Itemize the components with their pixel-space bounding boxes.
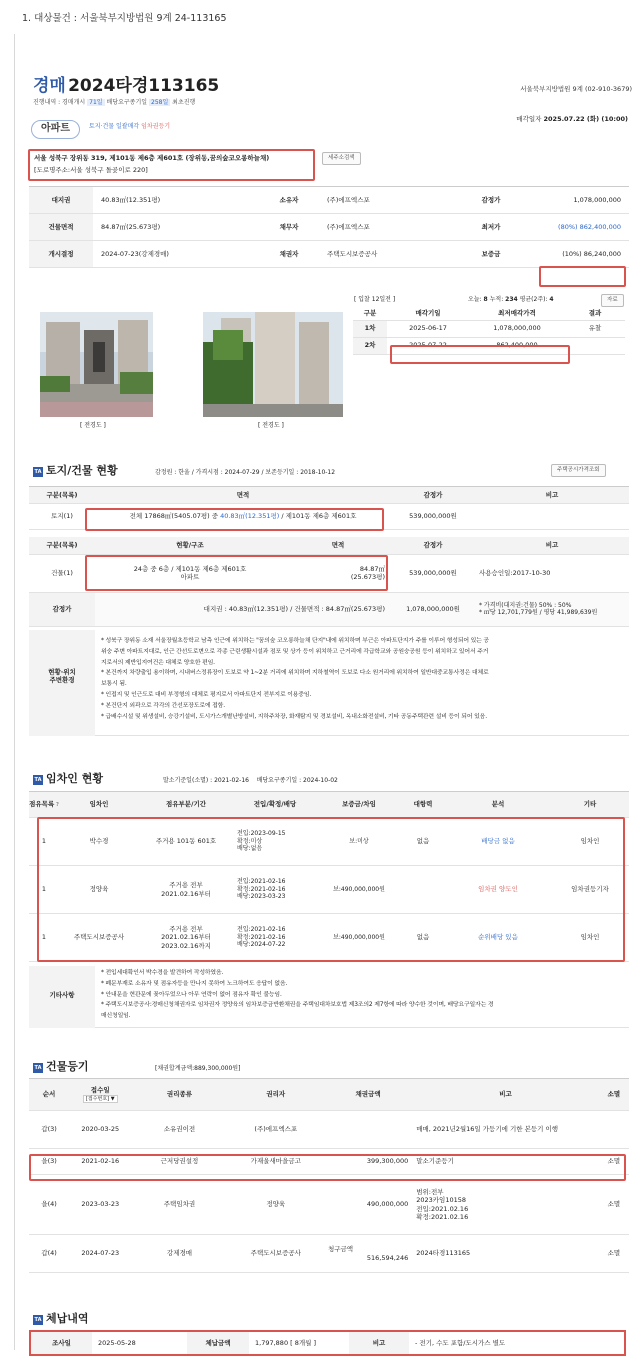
summary-value: 40.83㎡(12.351평): [93, 187, 257, 214]
rounds-header: 결과: [565, 307, 625, 320]
land-header: 면적: [95, 487, 391, 504]
tenant-header: 대항력: [401, 792, 445, 818]
registry-seq: 을(4): [29, 1175, 69, 1235]
registry-holder: 정양육: [228, 1175, 324, 1235]
environment-block: [29, 630, 629, 736]
total-label: 누적:: [487, 296, 506, 303]
round-row: [353, 320, 625, 337]
tenant-header: 임차인: [59, 792, 139, 818]
tenant-date-line: 배당:없음: [237, 845, 263, 853]
map-search-button[interactable]: 세주소검색: [322, 152, 361, 165]
auction-report: [14, 34, 632, 1350]
environment-line: * 본건단지 외곽으로 각각의 간선포장도로에 접함.: [101, 702, 225, 709]
registry-amount-label: 청구금액: [327, 1245, 354, 1254]
registry-subtitle: [채권합계금액:889,300,000원]: [155, 1065, 241, 1072]
data-button[interactable]: 자료: [601, 294, 624, 307]
tenant-header: 점유부분/기간: [139, 792, 233, 818]
avg-label: 평균(2주):: [517, 296, 550, 303]
registry-date: 2024-07-23: [69, 1235, 131, 1273]
registry-date: 2021-02-16: [69, 1149, 131, 1175]
registry-kind: 주택임차권: [131, 1175, 227, 1235]
registry-row: [29, 1235, 629, 1273]
land-header: 구분(목록): [29, 487, 95, 504]
environment-line: * 급배수시설 및 위생설비, 승강기설비, 도시가스개별난방설비, 지하주차장, 화재탐지 및 경보설비, 옥내소화전설비, 기타 공동주택관련 설비 등이 되어 있음.: [101, 713, 487, 720]
registry-expire: 소멸: [599, 1149, 629, 1175]
appraisal-notes: [475, 592, 629, 626]
tenant-header: 분석: [445, 792, 551, 818]
address-box: [28, 149, 315, 181]
tenant-header: 전입/확정/배당: [233, 792, 317, 818]
summary-label: 건물면적: [29, 214, 93, 241]
tenant-analysis: 임차권 양도인: [445, 866, 551, 914]
tenant-date-line: 배당:2023-03-23: [237, 893, 286, 901]
summary-value: (10%) 86,240,000: [521, 241, 629, 268]
building-header: 비고: [475, 537, 629, 554]
view-stats: [468, 296, 554, 304]
building-price: 539,000,000원: [391, 554, 475, 592]
page-title: 1. 대상물건 : 서울북부지방법원 9계 24-113165: [22, 13, 227, 24]
registry-amount: [324, 1111, 412, 1149]
environment-line: 위숭 주변 아파트지대로, 인근 간선도로변으로 각종 근린생활시설과 점포 및 상가 등이 위치하고 근거리에 각급학교와 공원숭공원 등이 위치하고 있어서 주거: [101, 648, 489, 655]
tenant-etc: 임차권등기자: [551, 866, 629, 914]
tenant-other-line: * 안내문을 현관문에 꽂아두었으나 아무 연락이 없어 점유자 확인 불능임.: [101, 991, 282, 998]
environment-line: 보통시 됨.: [101, 681, 127, 688]
sale-date-value: 2025.07.22 (화) (10:00): [543, 115, 628, 123]
tenant-no: 1: [29, 818, 59, 866]
land-price: 539,000,000원: [391, 504, 475, 530]
registry-note-line: 확정:2021.02.16: [416, 1212, 469, 1221]
case-prefix: 경매: [33, 76, 66, 96]
summary-label: 감정가: [461, 187, 521, 214]
environment-line: * 성북구 장위동 소재 서울장월초등학교 남측 인근에 위치하는 "꿈의숲 코오롱하늘채 단지"내에 위치하며 부근은 아파트단지가 주를 이루어 형성되어 있는 공: [101, 638, 489, 644]
building-area-2: (25.673평): [350, 573, 385, 581]
building-highlight: [85, 555, 388, 591]
registry-row: [29, 1111, 629, 1149]
tenant-part-line: 2023.02.16까지: [161, 941, 211, 950]
building-kind: 건물(1): [29, 554, 95, 592]
total-count: 234: [505, 296, 518, 303]
tenant-part-line: 2021.02.16부터: [161, 889, 211, 898]
summary-label: 보증금: [461, 241, 521, 268]
road-address: [도로명주소:서울 성북구 돌곶이로 220]: [34, 166, 148, 175]
arrears-date: 2025-05-28: [92, 1331, 187, 1355]
arrears-section-title: [33, 1312, 89, 1326]
exterior-photo-2: [203, 312, 343, 417]
registry-header: 순서: [29, 1079, 69, 1111]
summary-table: [29, 186, 629, 268]
sale-date-label: 매각일자: [516, 115, 542, 123]
round-result: [565, 337, 625, 354]
env-label-2: 주변환경: [49, 676, 75, 685]
environment-text: [101, 636, 625, 722]
appraisal-label: 감정가: [29, 592, 95, 626]
building-note: 사용승인일:2017-10-30: [475, 554, 629, 592]
tenant-analysis: 순위배당 있음: [445, 914, 551, 962]
tenant-other-line: * 전입세대확인서 박수경을 발견하여 작성하였음.: [101, 970, 224, 976]
land-kind: 토지(1): [29, 504, 95, 530]
registry-header: 채권금액: [324, 1079, 412, 1111]
tenant-date-line: 전입:2021-02-16: [237, 926, 286, 934]
help-icon: ?: [54, 802, 59, 809]
min-price: 862,400,000: [579, 222, 621, 231]
registry-seq: 갑(4): [29, 1235, 69, 1273]
tenant-analysis: 배당금 없음: [445, 818, 551, 866]
registry-note-line: 범위:전부: [416, 1188, 444, 1197]
summary-value: 84.87㎡(25.673평): [93, 214, 257, 241]
round-price: 1,078,000,000: [469, 320, 565, 337]
arrears-title: 체납내역: [46, 1312, 89, 1325]
arrears-table: [29, 1330, 626, 1356]
tenant-header: 보증금/차임: [317, 792, 401, 818]
tenant-header: 점유목록 ?: [29, 792, 59, 818]
land-area-pre: 전체 17868㎡(5405.07평) 중: [129, 512, 221, 521]
env-label-1: 현황·위치: [48, 668, 76, 676]
min-price-pct: (80%): [558, 222, 580, 231]
tenant-part-line: 주거용 전부: [169, 881, 203, 890]
tag-bulk-sale: 토지·건물 일괄매각: [89, 123, 140, 130]
summary-row: [29, 214, 629, 241]
building-header: 감정가: [391, 537, 475, 554]
registry-note-line: 2023카임10158: [416, 1196, 467, 1205]
land-area-post: / 제101동 제6층 제601호: [279, 512, 357, 521]
sale-date: [516, 115, 628, 123]
case-title: [33, 76, 219, 97]
registry-highlight: [29, 1154, 626, 1181]
registry-amount-value: 516,594,246: [366, 1253, 409, 1262]
avg-count: 4: [549, 296, 554, 303]
environment-line: * 본건까지 차량출입 용이하며, 시내버스정류장이 도보로 약 1~2분 거리에 위치하며 지하철역이 도보로 다소 원거리에 위치하여 일반대중교통사정은 대체로: [101, 670, 489, 677]
land-building-title: 토지/건물 현황: [46, 464, 118, 477]
summary-value: 주택도시보증공사: [321, 241, 461, 268]
registry-note: [412, 1175, 599, 1235]
summary-label: 대지권: [29, 187, 93, 214]
registry-note-line: 매매, 2021년2월16일 가등기에 기한 본등기 이행: [416, 1125, 559, 1134]
appraisal-price: 1,078,000,000원: [391, 592, 475, 626]
tenant-other-block: [29, 966, 629, 1028]
registry-kind: 강제경매: [131, 1235, 227, 1273]
registry-seq: 을(3): [29, 1149, 69, 1175]
appraisal-note-2: * ㎡당 12,701,779원 / 평당 41,989,639원: [479, 609, 598, 616]
tenant-name: 박수경: [59, 818, 139, 866]
registry-section-title: [33, 1060, 89, 1074]
tenant-other-line: * 폐문부재로 소유자 및 점유자등을 만나지 못하여 노크하여도 응답이 없음.: [101, 980, 288, 987]
tenant-etc: 임차인: [551, 914, 629, 962]
tenant-other-line: 매신청일임.: [101, 1013, 131, 1020]
property-tags: [89, 123, 170, 131]
registry-holder: (주)에프엑스포: [228, 1111, 324, 1149]
progress-mid: 배당요구종기일: [106, 99, 148, 106]
round-date: 2025-06-17: [387, 320, 469, 337]
arrears-amount-label: 체납금액: [187, 1331, 249, 1355]
registry-expire: 소멸: [599, 1235, 629, 1273]
tenant-part-line: 주거용 전부: [169, 925, 203, 934]
building-header: 구분(목록): [29, 537, 95, 554]
registry-header: 소멸: [599, 1079, 629, 1111]
photo-caption-1: [ 전경도 ]: [80, 422, 106, 429]
land-header: 감정가: [391, 487, 475, 504]
registry-kind: 소유권이전: [131, 1111, 227, 1149]
round-price: 862,400,000: [469, 337, 565, 354]
deposit-highlight: [539, 266, 626, 287]
registry-note: [412, 1235, 599, 1273]
registry-header: 접수일 [접수번호] ▼: [69, 1079, 131, 1111]
registry-header: 권리자: [228, 1079, 324, 1111]
court-info: 서울북부지방법원 9계 (02-910-3679): [520, 85, 632, 93]
environment-line: * 인접지 및 인근도로 대비 부정형의 대체로 평지로서 아파트단지 전부지로 이용중임.: [101, 691, 312, 698]
registry-expire: [599, 1111, 629, 1149]
property-type-badge: 아파트: [31, 120, 80, 139]
rounds-header: 매각기일: [387, 307, 469, 320]
progress-end: 최초진행: [172, 99, 196, 106]
summary-value: 2024-07-23(강제경매): [93, 241, 257, 268]
tenant-other-text: [101, 968, 625, 1022]
tenant-date-line: 확정:2021-02-16: [237, 885, 286, 893]
environment-line: 지로서의 제반입지여건은 대체로 양호한 편임.: [101, 659, 215, 666]
registry-date: 2020-03-25: [69, 1111, 131, 1149]
tenant-name: 주택도시보증공사: [59, 914, 139, 962]
registry-note-line: 말소기준등기: [416, 1157, 454, 1166]
summary-row: [29, 187, 629, 214]
tenant-subtitle: 말소기준일(소멸) : 2021-02-16 배당요구종기일 : 2024-10-02: [163, 777, 338, 784]
registry-holder: 주택도시보증공사: [228, 1235, 324, 1273]
building-structure-2: 아파트: [180, 573, 200, 581]
land-area-highlight: [85, 508, 384, 531]
tenant-name: 정양육: [59, 866, 139, 914]
photo-caption-2: [ 전경도 ]: [258, 422, 284, 429]
building-header: 현황/구조: [95, 537, 285, 554]
registry-note-line: 2024타경113165: [416, 1249, 471, 1258]
tenant-date-line: 배당:2024-07-22: [237, 941, 286, 949]
arrears-note: - 전기, 수도 포함/도시가스 별도: [409, 1331, 625, 1355]
today-label: 오늘:: [468, 296, 484, 303]
building-header: 면적: [285, 537, 391, 554]
tenant-date-line: 확정:미상: [237, 837, 263, 845]
section-icon: TA: [34, 469, 42, 475]
tenant-deposit: 보:490,000,000원: [317, 866, 401, 914]
arrears-note-label: 비고: [349, 1331, 409, 1355]
registry-amount: 490,000,000: [324, 1175, 412, 1235]
environment-label: [29, 630, 95, 736]
registry-title: 건물등기: [46, 1060, 89, 1073]
exterior-photo-1: [40, 312, 153, 417]
round-result: 유찰: [565, 320, 625, 337]
tenant-deposit: 보:미상: [317, 818, 401, 866]
registry-header: 비고: [412, 1079, 599, 1111]
summary-label: 채권자: [257, 241, 321, 268]
tenant-part-line: 2021.02.16부터: [161, 933, 211, 942]
tenant-oppose: 없음: [401, 818, 445, 866]
arrears-date-label: 조사일: [30, 1331, 92, 1355]
tenant-oppose: 없음: [401, 914, 445, 962]
registry-date: 2023-03-23: [69, 1175, 131, 1235]
progress-days: 71일: [89, 99, 103, 106]
building-area-1: 84.87㎡: [359, 564, 385, 573]
building-structure-1: 24층 중 6층 / 제101동 제6층 제601호: [133, 564, 247, 573]
tenant-date-line: 전입:2023-09-15: [237, 830, 286, 838]
address: 서울 성북구 장위동 319, 제101동 제6층 제601호 (장위동,꿈의숲코오롱하늘채): [34, 154, 270, 162]
section-icon: TA: [34, 1065, 42, 1071]
tenant-date-line: 확정:2021-02-16: [237, 933, 286, 941]
view-period: [ 입찰 12일전 ]: [354, 296, 396, 303]
public-price-button[interactable]: 주택공시가격조회: [551, 464, 606, 477]
tag-lease-registry: 임차권등기: [141, 123, 171, 130]
summary-row: [29, 241, 629, 268]
round-label: 1차: [353, 320, 387, 337]
tenant-no: 1: [29, 866, 59, 914]
tenant-title: 임차인 현황: [46, 772, 103, 785]
tenant-etc: 임차인: [551, 818, 629, 866]
land-building-section-title: [33, 464, 118, 478]
land-area-share: 40.83㎡(12.351평): [220, 512, 280, 521]
section-icon: TA: [34, 1317, 42, 1323]
today-count: 8: [483, 296, 488, 303]
registry-holder: 가재울새마을금고: [228, 1149, 324, 1175]
summary-label: 채무자: [257, 214, 321, 241]
progress-info: [33, 99, 195, 107]
summary-value: [521, 214, 629, 241]
tenant-part-line: 주거용 101동 601호: [155, 837, 217, 846]
appraisal-text: 대지권 : 40.83㎡(12.351평) / 건물면적 : 84.87㎡(25.673평): [95, 592, 391, 626]
receipt-sort-button[interactable]: [접수번호] ▼: [83, 1095, 118, 1103]
tenant-header: 기타: [551, 792, 629, 818]
registry-kind: 근저당권설정: [131, 1149, 227, 1175]
round-label: 2차: [353, 337, 387, 354]
arrears-amount: 1,797,880 [ 8개월 ]: [249, 1331, 349, 1355]
appraisal-note-1: * 가격비(대지권:건물) 50% : 50%: [479, 601, 572, 609]
round-date: 2025-07-22: [387, 337, 469, 354]
registry-amount: 399,300,000: [324, 1149, 412, 1175]
tenant-section-title: [33, 772, 103, 786]
registry-header: 권리종류: [131, 1079, 227, 1111]
land-header: 비고: [475, 487, 629, 504]
tenant-highlight: [37, 817, 625, 962]
rounds-header: 최저매각가격: [469, 307, 565, 320]
registry-seq: 갑(3): [29, 1111, 69, 1149]
registry-note-line: 전입:2021.02.16: [416, 1204, 469, 1213]
summary-value: 1,078,000,000: [521, 187, 629, 214]
summary-label: 개시결정: [29, 241, 93, 268]
tenant-date-line: 전입:2021-02-16: [237, 878, 286, 886]
land-note: [475, 504, 629, 530]
registry-amount: [324, 1235, 412, 1273]
progress-label: 진행내역 : 경매개시: [33, 99, 86, 106]
registry-row: [29, 1175, 629, 1235]
summary-value: (주)에프엑스포: [321, 187, 461, 214]
tenant-no: 1: [29, 914, 59, 962]
progress-days-2: 258일: [151, 99, 169, 106]
summary-value: (주)에프엑스포: [321, 214, 461, 241]
tenant-deposit: 보:490,000,000원: [317, 914, 401, 962]
registry-note: [412, 1111, 599, 1149]
section-icon: TA: [34, 777, 42, 783]
rounds-header: 구분: [353, 307, 387, 320]
tenant-other-line: * 주택도시보증공사:경매신청채권자로 임차권자 정양육의 임차보증금반환채권을 주택임대차보호법 제3조의2 제7항에 따라 양수한 것이며, 배당요구일자는 경: [101, 1002, 494, 1009]
tenant-other-label: 기타사항: [29, 966, 95, 1028]
round2-highlight: [390, 345, 570, 364]
case-number: 2024타경113165: [68, 76, 220, 96]
appraiser-info: 감정원 : 한울 / 가격시점 : 2024-07-29 / 보존등기일 : 2018-10-12: [155, 469, 336, 476]
summary-label: 최저가: [461, 214, 521, 241]
summary-label: 소유자: [257, 187, 321, 214]
registry-expire: 소멸: [599, 1175, 629, 1235]
